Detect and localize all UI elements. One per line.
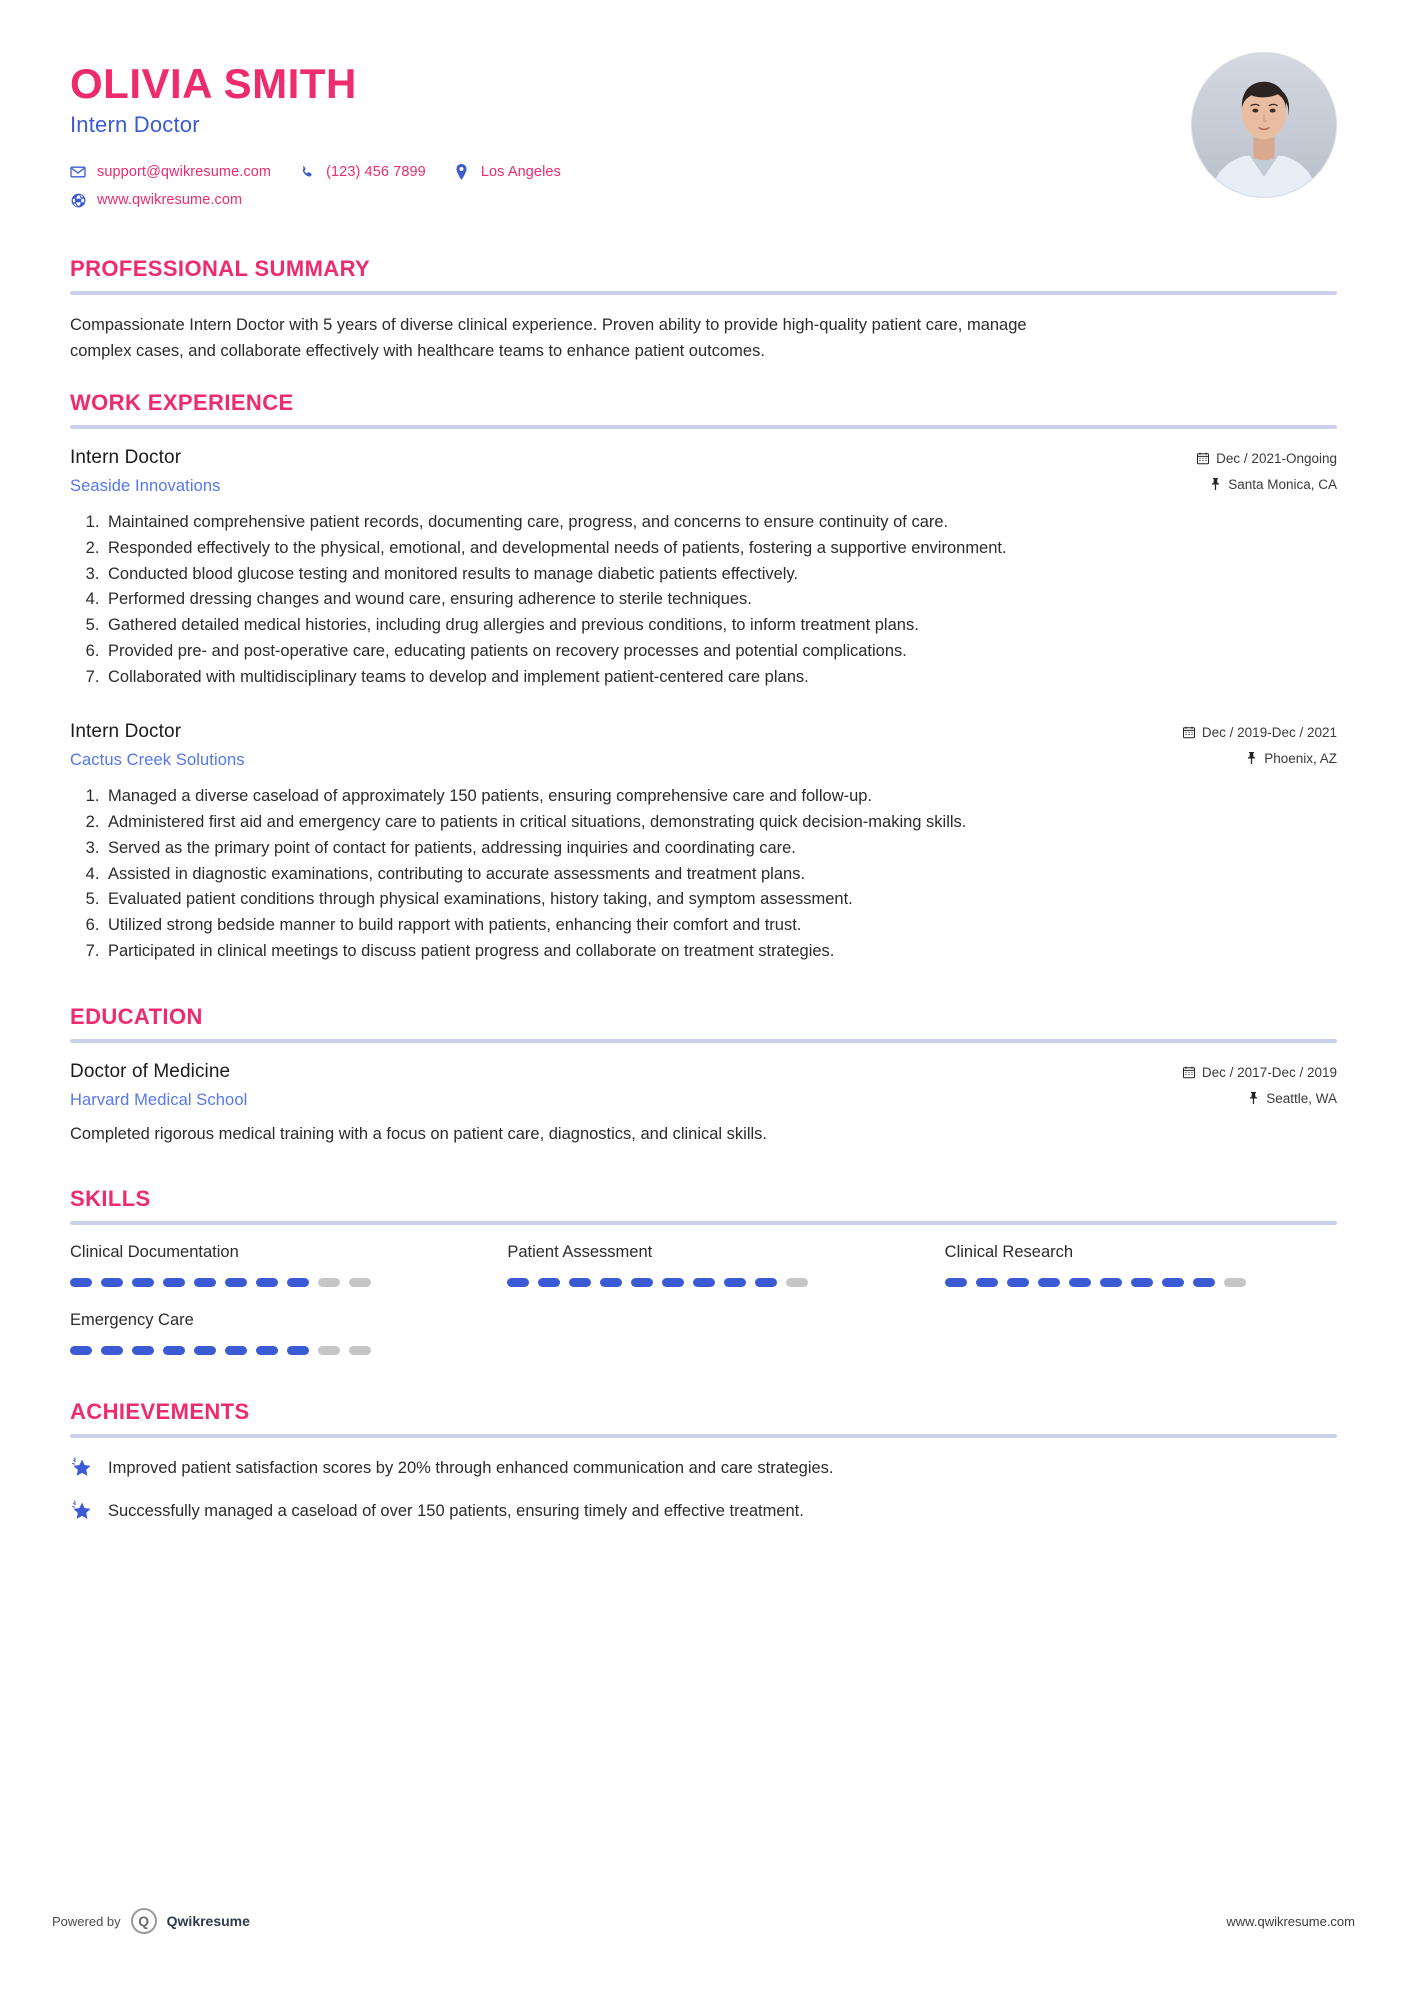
skill-pip: [724, 1278, 746, 1287]
skill-pip: [163, 1346, 185, 1355]
list-item: 3. Served as the primary point of contact for patients, addressing inquiries and coordinating care.: [104, 836, 1337, 861]
contact-phone-text: (123) 456 7899: [326, 164, 426, 181]
skill-item: [945, 1243, 1337, 1287]
work-dates: [1127, 451, 1337, 466]
footer-branding: [52, 1908, 250, 1934]
skill-pip: [256, 1278, 278, 1287]
resume-header: [70, 52, 1337, 230]
globe-icon: [70, 192, 86, 208]
skill-item: [70, 1311, 462, 1355]
skill-pip: [101, 1346, 123, 1355]
skill-pip: [786, 1278, 808, 1287]
list-item: 2. Responded effectively to the physical, emotional, and developmental needs of patients, fostering a supportive environment.: [104, 536, 1337, 561]
page-footer: [0, 1908, 1407, 1934]
skill-pip: [225, 1278, 247, 1287]
education-entry-meta: [1127, 1061, 1337, 1106]
skill-pip: [1131, 1278, 1153, 1287]
contact-row-primary: [70, 164, 1191, 180]
skill-pip: [1100, 1278, 1122, 1287]
work-dates: [1127, 725, 1337, 740]
skill-pip: [600, 1278, 622, 1287]
skill-pip: [70, 1346, 92, 1355]
skill-pip: [256, 1346, 278, 1355]
contact-email-text: support@qwikresume.com: [97, 164, 272, 181]
skill-item: [507, 1243, 899, 1287]
work-bullets: [70, 510, 1337, 689]
work-bullets: [70, 784, 1337, 963]
skill-label: Clinical Documentation: [70, 1243, 239, 1262]
skill-pip: [287, 1278, 309, 1287]
skill-label: Emergency Care: [70, 1311, 194, 1330]
skill-pip: [976, 1278, 998, 1287]
education-school[interactable]: Harvard Medical School: [70, 1090, 248, 1109]
section-title-achievements: ACHIEVEMENTS: [70, 1399, 250, 1425]
contact-email[interactable]: [70, 164, 271, 180]
achievement-item: [70, 1456, 1337, 1481]
contact-location: [454, 164, 561, 180]
skill-pip: [225, 1346, 247, 1355]
education-entry-identity: [70, 1061, 1127, 1110]
section-education: [70, 1004, 1337, 1147]
summary-text: Compassionate Intern Doctor with 5 years of diverse clinical experience. Proven ability to provide high-quality patient care, manage complex cases, and collaborate effectively with healthcare teams to enhance patient outcomes.: [70, 316, 1027, 360]
envelope-icon: [70, 164, 86, 180]
list-item: 6. Provided pre- and post-operative care, educating patients on recovery processes and potential complications.: [104, 639, 1337, 664]
avatar: [1191, 52, 1337, 198]
work-role: Intern Doctor: [70, 721, 182, 743]
skill-pip: [631, 1278, 653, 1287]
list-item: 2. Administered first aid and emergency care to patients in critical situations, demonstrating quick decision-making skills.: [104, 810, 1337, 835]
skill-pip: [1038, 1278, 1060, 1287]
education-degree: Doctor of Medicine: [70, 1060, 231, 1082]
map-pin-icon: [1246, 752, 1257, 765]
skill-pip: [1069, 1278, 1091, 1287]
skill-pip: [349, 1278, 371, 1287]
skill-pip: [318, 1278, 340, 1287]
work-location: [1127, 477, 1337, 492]
education-dates: [1127, 1065, 1337, 1080]
calendar-icon: [1183, 1066, 1195, 1079]
education-location: [1127, 1091, 1337, 1106]
contact-website-text: www.qwikresume.com: [97, 192, 243, 209]
list-item: 5. Gathered detailed medical histories, including drug allergies and previous conditions, to inform treatment plans.: [104, 613, 1337, 638]
map-pin-icon: [1248, 1092, 1259, 1105]
skill-pip: [945, 1278, 967, 1287]
header-identity-block: [70, 52, 1191, 220]
skills-grid: [70, 1243, 1337, 1355]
skill-pip: [132, 1346, 154, 1355]
skill-pip: [755, 1278, 777, 1287]
work-dates-text: Dec / 2021-Ongoing: [1216, 451, 1337, 467]
powered-by-label: Powered by: [52, 1913, 121, 1929]
achievement-item: [70, 1499, 1337, 1524]
skill-level-bar: [70, 1278, 462, 1287]
section-professional-summary: [70, 256, 1337, 364]
work-role: Intern Doctor: [70, 447, 182, 469]
list-item: 4. Performed dressing changes and wound care, ensuring adherence to sterile techniques.: [104, 587, 1337, 612]
skill-level-bar: [507, 1278, 899, 1287]
star-badge-icon: [70, 1500, 94, 1524]
work-location: [1127, 751, 1337, 766]
skill-level-bar: [70, 1346, 462, 1355]
contact-website[interactable]: [70, 192, 242, 208]
map-pin-icon: [1210, 478, 1221, 491]
avatar-photo: [1192, 53, 1336, 197]
list-item: 1. Maintained comprehensive patient records, documenting care, progress, and concerns to ensure continuity of care.: [104, 510, 1337, 535]
qwikresume-logo-icon: Q: [131, 1908, 157, 1934]
skill-item: [70, 1243, 462, 1287]
skill-pip: [1162, 1278, 1184, 1287]
contact-phone[interactable]: [299, 164, 426, 180]
education-entry: [70, 1061, 1337, 1147]
list-item: 5. Evaluated patient conditions through physical examinations, history taking, and symptom assessment.: [104, 887, 1337, 912]
list-item: 4. Assisted in diagnostic examinations, contributing to accurate assessments and treatment plans.: [104, 862, 1337, 887]
education-description: Completed rigorous medical training with a focus on patient care, diagnostics, and clinical skills.: [70, 1124, 768, 1143]
contact-location-text: Los Angeles: [480, 164, 561, 181]
section-divider: [70, 1434, 1337, 1438]
skill-pip: [287, 1346, 309, 1355]
work-entry: [70, 447, 1337, 689]
footer-website: www.qwikresume.com: [1226, 1913, 1355, 1929]
work-company[interactable]: Seaside Innovations: [70, 477, 221, 496]
section-divider: [70, 1039, 1337, 1043]
skill-pip: [507, 1278, 529, 1287]
work-entry-identity: [70, 447, 1127, 496]
skill-pip: [194, 1278, 216, 1287]
skill-pip: [693, 1278, 715, 1287]
contact-row-secondary: [70, 192, 1191, 208]
work-entry-meta: [1127, 447, 1337, 492]
section-divider: [70, 425, 1337, 429]
calendar-icon: [1197, 452, 1209, 465]
skill-pip: [1193, 1278, 1215, 1287]
skill-pip: [194, 1346, 216, 1355]
work-entry-identity: [70, 721, 1127, 770]
skill-level-bar: [945, 1278, 1337, 1287]
achievement-text: Successfully managed a caseload of over 150 patients, ensuring timely and effective treatment.: [108, 1502, 804, 1521]
skill-label: Patient Assessment: [507, 1243, 653, 1262]
star-badge-icon: [70, 1457, 94, 1481]
phone-icon: [299, 164, 315, 180]
list-item: 3. Conducted blood glucose testing and monitored results to manage diabetic patients effectively.: [104, 562, 1337, 587]
work-company[interactable]: Cactus Creek Solutions: [70, 751, 245, 770]
work-entry-meta: [1127, 721, 1337, 766]
skill-pip: [1224, 1278, 1246, 1287]
skill-pip: [318, 1346, 340, 1355]
work-entry-header: [70, 721, 1337, 770]
section-achievements: [70, 1399, 1337, 1524]
work-location-text: Phoenix, AZ: [1264, 751, 1337, 767]
contact-info: [70, 164, 1191, 208]
work-entry-header: [70, 447, 1337, 496]
skill-pip: [132, 1278, 154, 1287]
location-pin-icon: [454, 164, 470, 180]
job-title: Intern Doctor: [70, 112, 200, 138]
education-dates-text: Dec / 2017-Dec / 2019: [1201, 1064, 1337, 1080]
achievement-text: Improved patient satisfaction scores by 20% through enhanced communication and care strategies.: [108, 1459, 834, 1478]
section-skills: [70, 1186, 1337, 1355]
brand-name: Qwikresume: [166, 1913, 250, 1929]
list-item: 7. Collaborated with multidisciplinary teams to develop and implement patient-centered care plans.: [104, 665, 1337, 690]
work-location-text: Santa Monica, CA: [1228, 477, 1337, 493]
education-location-text: Seattle, WA: [1266, 1090, 1337, 1106]
section-title-education: EDUCATION: [70, 1003, 203, 1029]
page-title: OLIVIA SMITH: [70, 60, 357, 107]
section-divider: [70, 1221, 1337, 1225]
section-title-skills: SKILLS: [70, 1186, 151, 1212]
skill-pip: [70, 1278, 92, 1287]
list-item: 1. Managed a diverse caseload of approximately 150 patients, ensuring comprehensive care and follow-up.: [104, 784, 1337, 809]
list-item: 6. Utilized strong bedside manner to build rapport with patients, enhancing their comfort and trust.: [104, 913, 1337, 938]
work-entry: [70, 721, 1337, 963]
skill-pip: [569, 1278, 591, 1287]
skill-pip: [349, 1346, 371, 1355]
skill-pip: [538, 1278, 560, 1287]
skill-pip: [662, 1278, 684, 1287]
education-entry-header: [70, 1061, 1337, 1110]
section-divider: [70, 291, 1337, 295]
section-title-summary: PROFESSIONAL SUMMARY: [70, 256, 371, 282]
section-work-experience: [70, 390, 1337, 964]
skill-pip: [1007, 1278, 1029, 1287]
list-item: 7. Participated in clinical meetings to discuss patient progress and collaborate on treatment strategies.: [104, 939, 1337, 964]
calendar-icon: [1183, 726, 1195, 739]
skill-pip: [163, 1278, 185, 1287]
work-dates-text: Dec / 2019-Dec / 2021: [1201, 725, 1337, 741]
skill-label: Clinical Research: [944, 1243, 1074, 1262]
section-title-work: WORK EXPERIENCE: [70, 390, 294, 416]
skill-pip: [101, 1278, 123, 1287]
